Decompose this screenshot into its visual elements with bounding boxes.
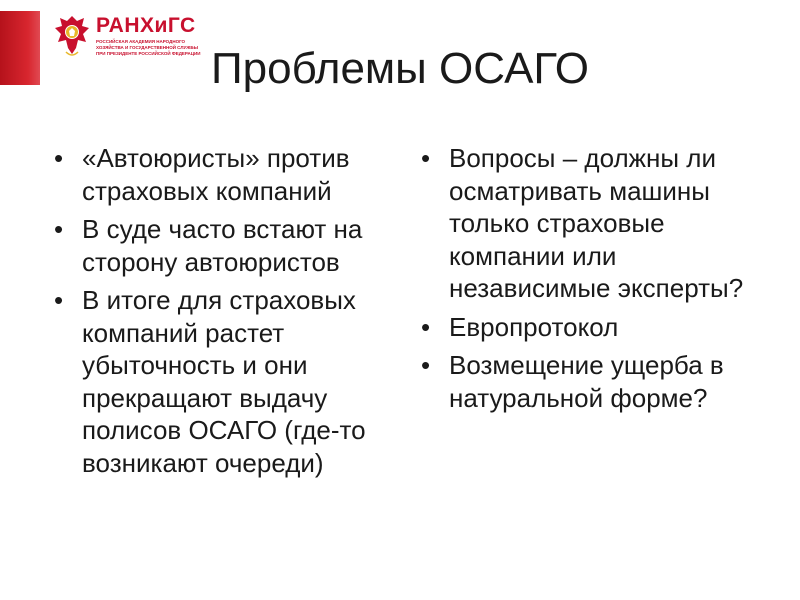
list-item: [54, 284, 394, 479]
list-item-text: Европротокол: [449, 311, 619, 342]
bullet-icon: •: [54, 285, 64, 315]
left-bullet-list: [54, 142, 394, 485]
list-item: [54, 213, 394, 278]
bullet-icon: •: [421, 350, 431, 380]
right-bullet-list: [421, 142, 781, 420]
list-item-text: Вопросы – должны ли осматривать машины только страховые компании или независимые эксперты?: [449, 143, 744, 303]
bullet-icon: •: [421, 311, 431, 342]
logo-name: РАНХиГС: [96, 14, 196, 37]
list-item: [421, 349, 781, 414]
list-item-text: В итоге для страховых компаний растет убыточность и они прекращают выдачу полисов ОСАГО (где-то возникают очереди): [82, 285, 366, 478]
bullet-icon: •: [421, 143, 431, 173]
list-item-text: «Автоюристы» против страховых компаний: [82, 143, 350, 206]
slide-title: Проблемы ОСАГО: [211, 44, 589, 93]
list-item: [421, 311, 781, 344]
bullet-icon: •: [54, 214, 64, 244]
logo-subtitle: РОССИЙСКАЯ АКАДЕМИЯ НАРОДНОГО ХОЗЯЙСТВА И ГОСУДАРСТВЕННОЙ СЛУЖБЫ ПРИ ПРЕЗИДЕНТЕ РОССИЙСКОЙ ФЕДЕРАЦИИ: [96, 39, 201, 56]
list-item-text: Возмещение ущерба в натуральной форме?: [449, 350, 724, 413]
list-item-text: В суде часто встают на сторону автоюристов: [82, 214, 363, 277]
list-item: [54, 142, 394, 207]
list-item: [421, 142, 781, 305]
bullet-icon: •: [54, 143, 64, 173]
